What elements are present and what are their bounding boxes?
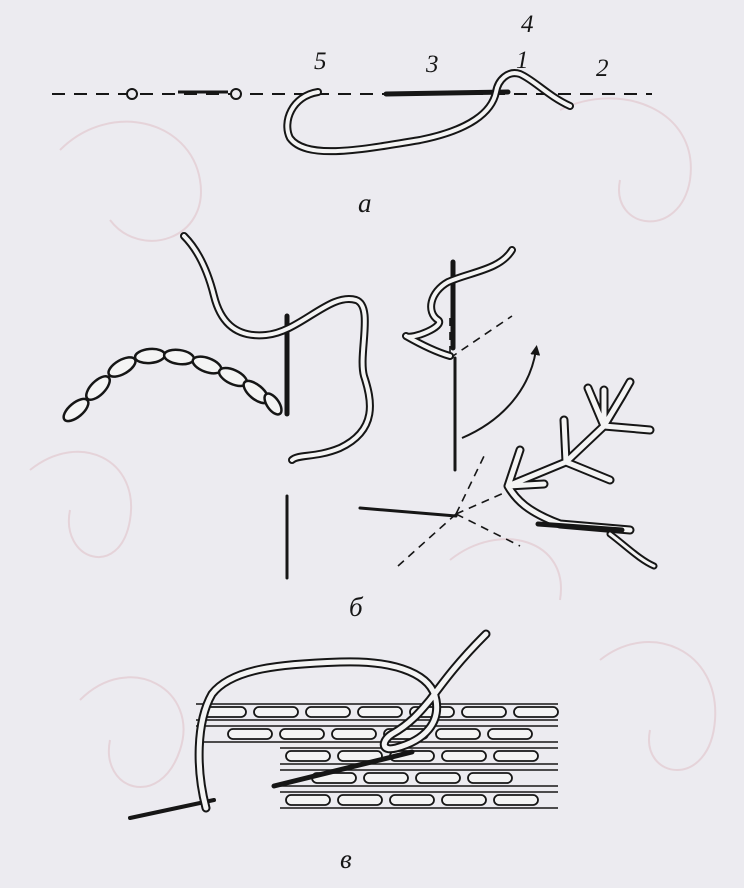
satin-stitch [228, 729, 272, 739]
label-number-5: 5 [314, 48, 327, 75]
satin-stitch [442, 751, 486, 761]
panel-a-caption: а [358, 188, 372, 218]
needle-horizontal [360, 508, 456, 516]
satin-stitch [494, 795, 538, 805]
satin-stitch [390, 795, 434, 805]
satin-stitch [416, 773, 460, 783]
satin-stitch [468, 773, 512, 783]
satin-stitch [442, 795, 486, 805]
panel-c-laid-stitch [130, 634, 558, 818]
needle [386, 92, 508, 94]
panel-a-running-stitch [52, 73, 652, 151]
panel-c-caption: в [340, 844, 352, 874]
panel-b-chain-stitch [60, 236, 370, 578]
satin-stitch [286, 795, 330, 805]
satin-stitch [358, 707, 402, 717]
label-number-3: 3 [426, 51, 439, 78]
label-number-2: 2 [596, 55, 609, 82]
puncture-point [231, 89, 241, 99]
satin-stitch [364, 773, 408, 783]
satin-stitch [286, 751, 330, 761]
satin-stitch [338, 795, 382, 805]
satin-stitch [280, 729, 324, 739]
rotation-arrow [462, 350, 536, 438]
puncture-point [127, 89, 137, 99]
stitch-grid [196, 704, 558, 808]
satin-stitch [462, 707, 506, 717]
label-number-1: 1 [516, 47, 529, 74]
panel-b-feather-stitch [360, 250, 654, 566]
satin-stitch [514, 707, 558, 717]
satin-stitch [488, 729, 532, 739]
satin-stitch [332, 729, 376, 739]
satin-stitch [436, 729, 480, 739]
satin-stitch [306, 707, 350, 717]
satin-stitch [494, 751, 538, 761]
background-watermark [30, 98, 715, 787]
label-number-4: 4 [521, 11, 534, 38]
satin-stitch [254, 707, 298, 717]
thread [184, 236, 370, 460]
panel-b-caption: б [349, 592, 363, 622]
